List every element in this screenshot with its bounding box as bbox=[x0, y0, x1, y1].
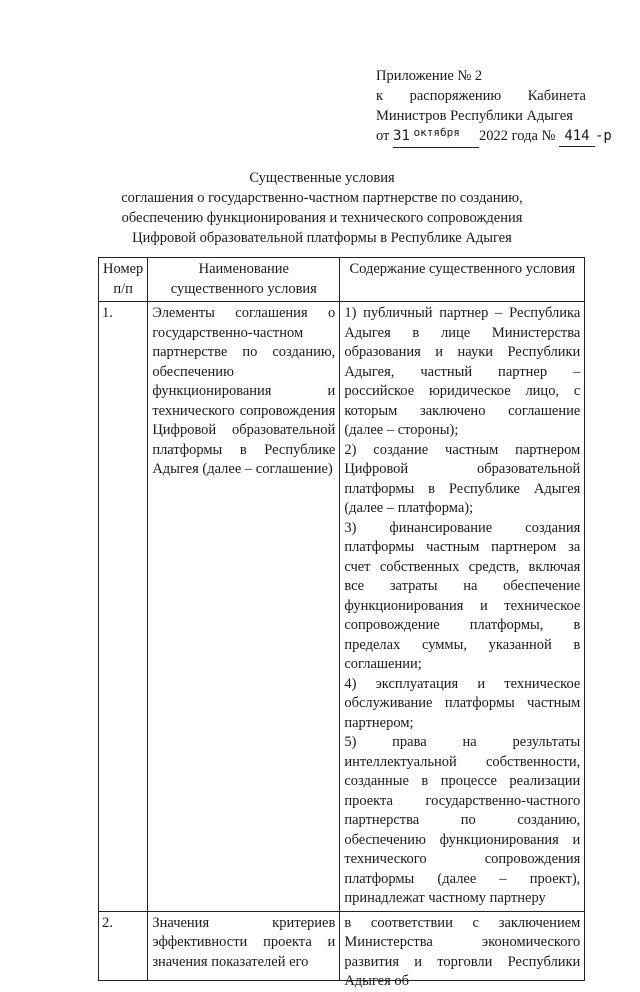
date-field bbox=[393, 126, 479, 148]
table-row bbox=[99, 911, 585, 980]
row2-name-text: Значения критериев эффективности проекта и значения показателей его bbox=[152, 914, 336, 970]
date-prefix: от bbox=[376, 128, 390, 144]
title-line1: Существенные условия bbox=[249, 170, 395, 186]
row1-item: 5) права на результаты интеллектуальной собственности, созданные в процессе реализации проекта государственно-частного партнерства по созданию, обеспечению функционирования и технического сопровождения платформы (далее – проект), принадлежат частному партнеру bbox=[344, 734, 581, 906]
document-title bbox=[90, 168, 554, 248]
number-suffix: -р bbox=[594, 128, 612, 144]
row2-content bbox=[340, 911, 585, 989]
table-row bbox=[99, 302, 585, 912]
title-line4: Цифровой образовательной платформы в Республике Адыгея bbox=[132, 230, 512, 246]
row1-item: 3) финансирование создания платформы частным партнером за счет собственных средств, включая все затраты на обеспечение функционирования и техническое сопровождение платформы, в пределах суммы, указанной в соглашении; bbox=[344, 519, 581, 672]
appendix-line2-mid: распоряжению bbox=[409, 88, 502, 104]
appendix-line2-right: Кабинета bbox=[527, 88, 586, 104]
appendix-line2-left: к bbox=[376, 88, 384, 104]
row1-item: 1) публичный партнер – Республика Адыгея в лице Министерства образования и науки Республики Адыгея, частный партнер – российское юридическое лицо, с которым заключено соглашение (далее – стороны); bbox=[344, 305, 581, 438]
doc-number: 414 bbox=[564, 128, 590, 144]
appendix-date-line bbox=[376, 126, 612, 148]
title-line2: соглашения о государственно-частном партнерстве по созданию, bbox=[121, 190, 523, 206]
header-name: Наименование существенного условия bbox=[148, 258, 340, 302]
number-field bbox=[559, 126, 595, 147]
header-content: Содержание существенного условия bbox=[340, 258, 585, 302]
table-header-row bbox=[99, 258, 585, 302]
row2-num: 2. bbox=[99, 911, 148, 980]
date-month: октября bbox=[413, 126, 460, 139]
title-line3: обеспечению функционирования и технического сопровождения bbox=[121, 210, 523, 226]
row1-item: 2) создание частным партнером Цифровой образовательной платформы в Республике Адыгея (далее – платформа); bbox=[344, 441, 581, 516]
row1-name: Элементы соглашения о государственно-частном партнерстве по созданию, обеспечению функционирования и технического сопровождения Цифровой образовательной платформы в Республике Адыгея (далее – соглашение) bbox=[148, 302, 340, 912]
row1-content bbox=[340, 302, 585, 912]
row1-num: 1. bbox=[99, 302, 148, 912]
appendix-header bbox=[376, 66, 612, 148]
appendix-line3: Министров Республики Адыгея bbox=[376, 108, 573, 124]
appendix-line1: Приложение № 2 bbox=[376, 68, 483, 84]
row1-item: 4) эксплуатация и техническое обслуживание платформы частным партнером; bbox=[344, 675, 581, 731]
row2-name bbox=[148, 911, 340, 980]
conditions-table bbox=[98, 257, 585, 989]
header-num: Номер п/п bbox=[99, 258, 148, 302]
appendix-line2 bbox=[376, 86, 586, 106]
date-day: 31 bbox=[393, 128, 410, 144]
date-year: 2022 года № bbox=[479, 128, 556, 144]
row2-content-text: в соответствии с заключением Министерства экономического развития и торговли Республики Адыгея об bbox=[344, 914, 581, 989]
